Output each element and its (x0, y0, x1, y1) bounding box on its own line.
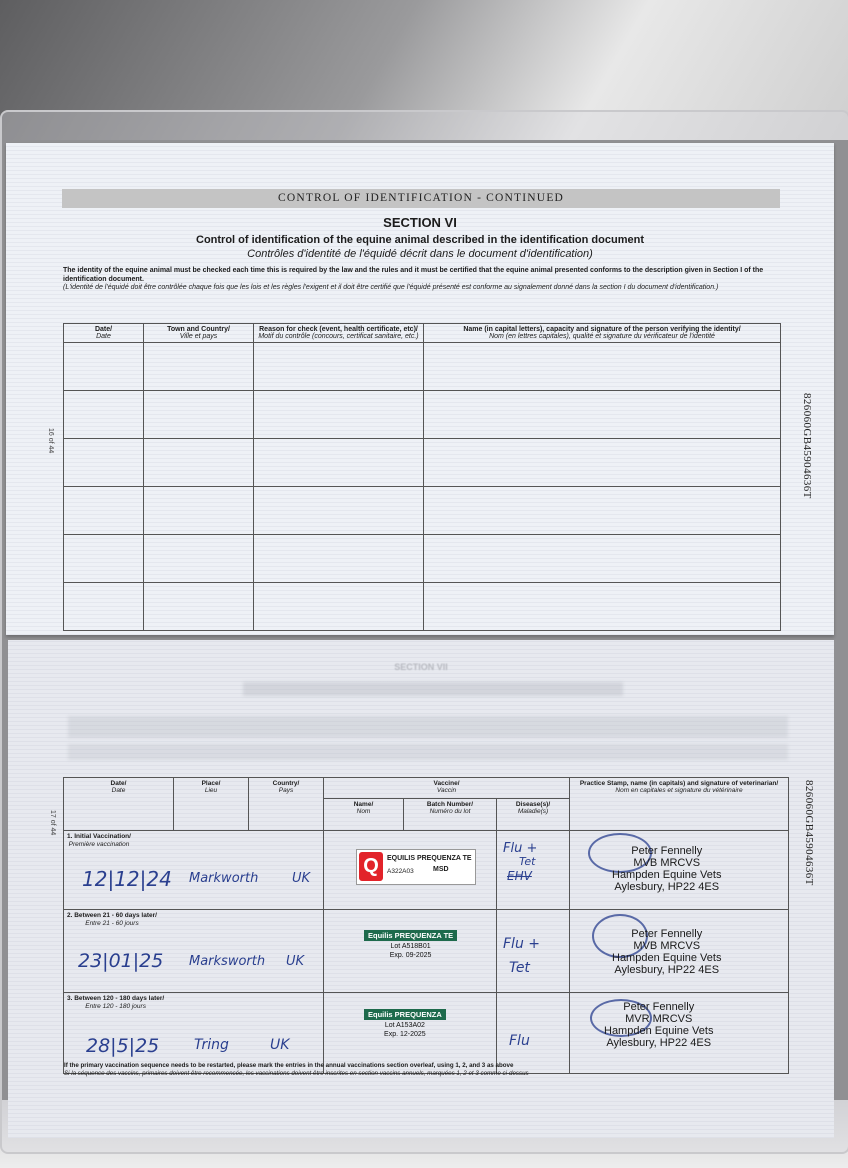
sticker-vaccine-name: EQUILIS PREQUENZA TE (387, 855, 472, 862)
row-2-vaccine (324, 910, 497, 993)
passport-page-17 (8, 640, 834, 1138)
col-date: Date/ Date (64, 324, 144, 343)
vaccination-table (63, 777, 789, 1074)
table-row (64, 831, 789, 910)
col-reason: Reason for check (event, health certificate, etc)/ Motif du contrôle (concours, certificat sanitaire, etc.) (254, 324, 424, 343)
col-town-country: Town and Country/ Ville et pays (144, 324, 254, 343)
handwritten-place: Marksworth (189, 954, 266, 969)
col-date: Date/ Date (64, 778, 174, 831)
q-logo-icon: Q (359, 852, 383, 881)
row-1-vaccine (324, 831, 497, 910)
disease-1: Flu + (503, 841, 538, 856)
label-expiry: Exp. 09-2025 (389, 952, 432, 959)
disease-1: Flu (509, 1033, 530, 1049)
section-heading: Control of identification of the equine animal described in the identification document (196, 234, 644, 246)
vet-stamp: Peter Fennelly MVR MRCVS Hampden Equine Vets Aylesbury, HP22 4ES (604, 1001, 714, 1049)
label-batch: Lot A518B01 (390, 943, 431, 950)
section-title: SECTION VII (394, 662, 448, 672)
handwritten-place: Tring (194, 1037, 229, 1053)
vet-stamp: Peter Fennelly MVB MRCVS Hampden Equine Vets Aylesbury, HP22 4ES (612, 928, 722, 976)
table-row (64, 343, 781, 391)
row-2-disease (497, 910, 570, 993)
label-expiry: Exp. 12-2025 (384, 1031, 426, 1038)
table-row (64, 583, 781, 631)
row-1-vet-stamp (570, 831, 789, 910)
row-2-vet-stamp (570, 910, 789, 993)
col-country: Country/ Pays (249, 778, 324, 831)
footer-en: If the primary vaccination sequence needs to be restarted, please mark the entries in the annual vaccinations section overleaf, using 1, 2, and 3 as above (64, 1062, 514, 1069)
identification-table (63, 323, 781, 631)
intro-fr: (L'identité de l'équidé doit être contrôlée chaque fois que les lois et les règles l'exigent et il doit être certifié que l'équidé présenté est conforme au signalement donné dans la section I du document d'identification.) (63, 284, 719, 291)
vaccine-label (364, 930, 457, 959)
row-1-disease (497, 831, 570, 910)
page-label: 17 of 44 (49, 810, 56, 836)
intro-text (63, 267, 773, 293)
faded-text-block (68, 744, 788, 760)
col-vet-stamp: Practice Stamp, name (in capitals) and signature of veterinarian/ Nom en capitales et signature du vétérinaire (570, 778, 789, 831)
passport-page-16 (6, 143, 834, 635)
faded-text-block (68, 716, 788, 738)
table-header (64, 324, 781, 343)
col-verifier: Name (in capital letters), capacity and signature of the person verifying the identity/ Nom (en lettres capitales), qualité et signature du vérificateur de l'identité (424, 324, 781, 343)
disease-3: EHV (507, 869, 532, 883)
intro-en: The identity of the equine animal must be checked each time this is required by the law and the rules and it must be certified that the equine animal presented conforms to the description given in Section I of the identification document. (63, 267, 764, 283)
handwritten-place: Markworth (189, 871, 259, 886)
row-label: 2. Between 21 - 60 days later/ Entre 21 - 60 jours (67, 912, 157, 927)
disease-2: Tet (519, 855, 536, 868)
disease-2: Tet (509, 960, 530, 976)
label-batch: Lot A153A02 (384, 1022, 425, 1029)
sticker-brand: MSD (433, 866, 449, 873)
faded-text-block (243, 682, 623, 696)
vaccine-label (364, 1009, 446, 1038)
band-title: CONTROL OF IDENTIFICATION - CONTINUED (62, 189, 780, 208)
handwritten-country: UK (292, 871, 311, 886)
table-header (64, 778, 789, 799)
col-place: Place/ Lieu (174, 778, 249, 831)
disease-1: Flu + (503, 936, 540, 952)
handwritten-date: 23|01|25 (78, 950, 164, 972)
handwritten-date: 12|12|24 (82, 867, 172, 891)
col-vaccine: Vaccine/ Vaccin (324, 778, 570, 799)
handwritten-date: 28|5|25 (86, 1035, 160, 1057)
row-2-date-place (64, 910, 324, 993)
table-row (64, 535, 781, 583)
table-row (64, 439, 781, 487)
table-row (64, 391, 781, 439)
passport-number: 826060GB45904636T (801, 393, 813, 499)
page-label: 16 of 44 (47, 428, 54, 454)
handwritten-country: UK (286, 954, 305, 969)
vet-stamp: Peter Fennelly MVB MRCVS Hampden Equine Vets Aylesbury, HP22 4ES (612, 845, 722, 893)
row-1-date-place (64, 831, 324, 910)
sticker-batch: A322A03 (387, 868, 414, 875)
handwritten-country: UK (270, 1037, 290, 1053)
col-disease: Disease(s)/ Maladie(s) (497, 799, 570, 831)
footer-note (64, 1062, 784, 1077)
footer-fr: Si la séquence des vaccins, primaires doivent être recommencée, les vaccinations doivent être inscrites en section vaccins annuels, marquées 1, 2 et 3 comme ci-dessus (64, 1069, 529, 1077)
table-row (64, 910, 789, 993)
section-title: SECTION VI (383, 215, 457, 230)
label-vaccine-name: Equilis PREQUENZA (364, 1009, 446, 1020)
col-vaccine-name: Name/ Nom (324, 799, 404, 831)
label-vaccine-name: Equilis PREQUENZA TE (364, 930, 457, 941)
row-label: 1. Initial Vaccination/ Première vaccination (67, 833, 131, 848)
row-label: 3. Between 120 - 180 days later/ Entre 120 - 180 jours (67, 995, 165, 1010)
section-heading-fr: Contrôles d'identité de l'équidé décrit dans le document d'identification) (247, 248, 593, 260)
passport-number: 826060GB45904636T (803, 780, 815, 886)
col-batch: Batch Number/ Numéro du lot (404, 799, 497, 831)
vaccine-sticker (356, 849, 476, 885)
table-row (64, 487, 781, 535)
